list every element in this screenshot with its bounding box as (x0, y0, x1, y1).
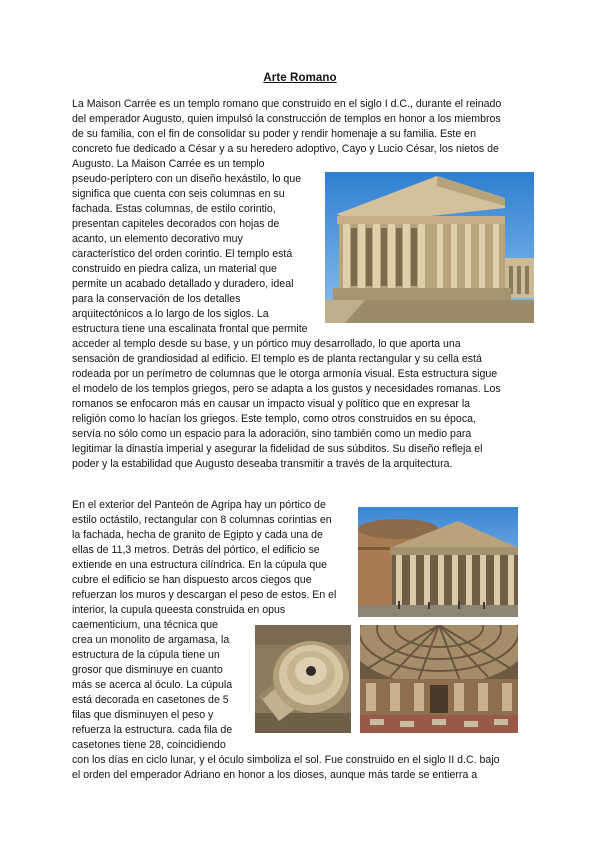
text-line: el orden del emperador Adriano en honor a los dioses, aunque más tarde se entierra a (72, 769, 478, 781)
text-line: cubre el edificio se han dispuesto arcos ciegos que (72, 574, 312, 586)
text-line: construido en piedra caliza, un material que (72, 263, 277, 275)
text-line: romanos se enfocaron más en causar un impacto visual y político que en expresar la (72, 398, 471, 410)
text-line: estructura tiene una escalinata frontal que permite (72, 323, 308, 335)
text-line: legitimar la dinastía imperial y asegurar la fidelidad de sus súbditos. Su diseño refleja el (72, 443, 483, 455)
text-line: filas que disminuyen el peso y (72, 709, 214, 721)
text-line: está decorada en casetones de 5 (72, 694, 229, 706)
text-line: rodeada por un perímetro de columnas que le otorga armonía visual. Esta estructura sigue (72, 368, 498, 380)
text-line: caementicium, una técnica que (72, 619, 219, 631)
text-line: concreto fue dedicado a César y a su heredero adoptivo, Cayo y Lucio César, los nietos de (72, 143, 499, 155)
text-line: para la conservación de los detalles (72, 293, 241, 305)
text-line: estilo octástilo, rectangular con 8 columnas corintias en (72, 514, 332, 526)
text-line: ellas de 11,3 metros. Detrás del pórtico, el edificio se (72, 544, 320, 556)
text-line: poder y la estabilidad que Augusto deseaba transmitir a través de la arquitectura. (72, 458, 453, 470)
text-line: característico del orden corintio. El templo está (72, 248, 293, 260)
text-line: la fachada, hecha de granito de Egipto y cada una de (72, 529, 323, 541)
text-line: interior, la cupula queesta construida en opus (72, 604, 286, 616)
pantheon-exterior-photo (358, 507, 518, 617)
text-line: pseudo-períptero con un diseño hexástilo, lo que (72, 173, 302, 185)
maison-carree-photo (325, 172, 534, 323)
text-line: Augusto. La Maison Carrée es un templo (72, 158, 265, 170)
text-line: presentan capiteles decorados con hojas de (72, 218, 280, 230)
text-line: servía no sólo como un espacio para la adoración, sino también como un medio para (72, 428, 472, 440)
text-line: acanto, un elemento decorativo muy (72, 233, 243, 245)
text-line: En el exterior del Panteón de Agripa hay un pórtico de (72, 499, 326, 511)
pantheon-aerial-photo (255, 625, 351, 733)
text-line: del emperador Augusto, quien impulsó la construcción de templos en honor a los miembros (72, 113, 501, 125)
pantheon-interior-photo (360, 625, 518, 733)
text-line: con los días en ciclo lunar, y el óculo simboliza el sol. Fue construido en el siglo II d.C. bajo (72, 754, 500, 766)
page-title: Arte Romano (263, 72, 337, 84)
text-line: sensación de grandiosidad al edificio. El templo es de planta rectangular y su cella está (72, 353, 482, 365)
text-line: religión como lo hacían los griegos. Este templo, como otros construidos en su época, (72, 413, 476, 425)
text-line: grosor que disminuye en cuanto (72, 664, 223, 676)
text-line: más se acerca al óculo. La cúpula (72, 679, 233, 691)
text-line: La Maison Carrée es un templo romano que construido en el siglo I d.C., durante el reinado (72, 98, 502, 110)
text-line: fachada. Estas columnas, de estilo corintio, (72, 203, 276, 215)
text-line: casetones tiene 28, coincidiendo (72, 739, 226, 751)
text-line: crea un monolito de argamasa, la (72, 634, 230, 646)
text-line: acceder al templo desde su base, y un pórtico muy desarrollado, lo que aporta una (72, 338, 461, 350)
text-line: significa que cuenta con seis columnas en su (72, 188, 285, 200)
text-line: permite un acabado detallado y duradero, ideal (72, 278, 294, 290)
text-line: arquitectónicos a lo largo de los siglos. La (72, 308, 269, 320)
text-line: extiende en una estructura cilíndrica. En la cúpula que (72, 559, 328, 571)
text-line: el modelo de los templos griegos, pero se adapta a los gustos y necesidades romanas. Los (72, 383, 501, 395)
text-line: refuerzan los muros y descargan el peso de estos. En el (72, 589, 337, 601)
text-line: de su familia, con el fin de consolidar su poder y rendir homenaje a su familia. Este en (72, 128, 476, 140)
text-line: refuerza la estructura. cada fila de (72, 724, 233, 736)
text-line: estructura de la cúpula tiene un (72, 649, 220, 661)
